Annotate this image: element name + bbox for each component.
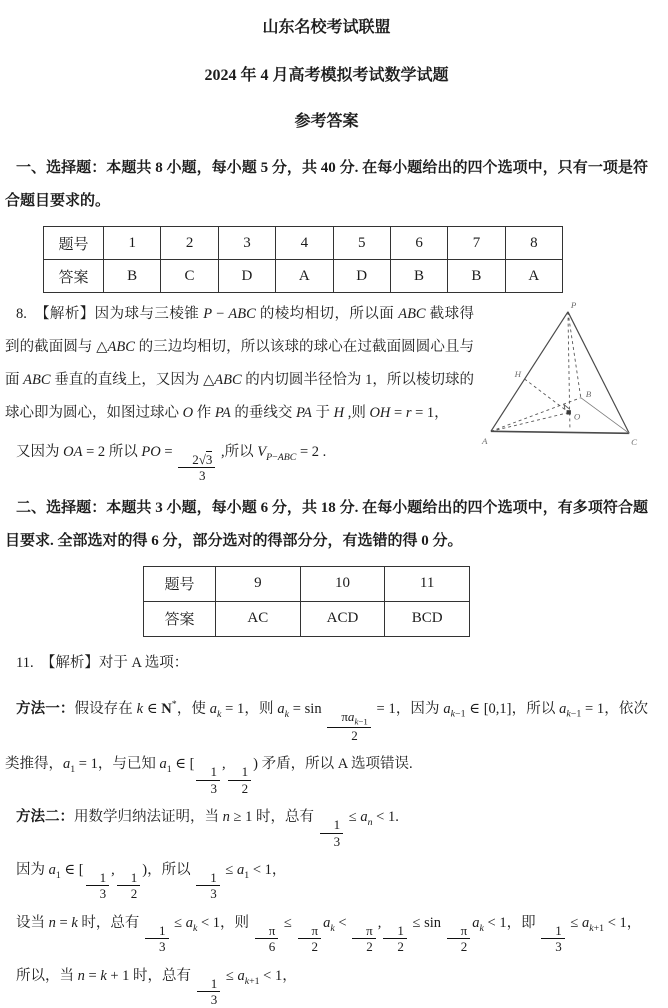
point-label-o: O (573, 411, 581, 422)
q11-method2-line3: 设当 n = k 时，总有 $\frac{1}{3}$ ≤ $a_k < 1$，则 $\frac{\pi}{6}$ ≤ $\frac{\pi}{2}$ $a_k$ < $\frac{\pi}{2}$ , $\frac{1}{2}$ ≤ sin $\frac{\pi}{2}$ $a_k < 1$，即 $\frac{1}{3}$ ≤ $a_{k+1} < 1$， (16, 914, 642, 955)
answer-cell: C (161, 260, 218, 293)
q11-solution (5, 647, 648, 1008)
question-number-cell: 11 (385, 566, 470, 601)
answer-cell: AC (216, 601, 301, 636)
question-number-cell: 8 (505, 227, 562, 260)
question-number-cell: 7 (448, 227, 505, 260)
table-row (44, 260, 563, 293)
answer-cell: B (448, 260, 505, 293)
table-row (44, 227, 563, 260)
answer-cell: BCD (385, 601, 470, 636)
answer-cell: B (104, 260, 161, 293)
number-label-cell: 题号 (44, 227, 104, 260)
q11-intro: 11. 【解析】对于 A 选项： (16, 654, 189, 671)
answer-cell: A (505, 260, 562, 293)
point-label-h: H (514, 369, 522, 379)
tetrahedron-figure-icon (480, 298, 648, 456)
question-number-cell: 9 (216, 566, 301, 601)
page-subtitle: 2024 年 4 月高考模拟考试数学试题 (204, 67, 449, 84)
q8-formula-line: 又因为 OA = 2 所以 PO = $\frac{2√3}{3}$ ,所以 $V_{P-ABC} = 2$ . (16, 444, 327, 484)
answer-label-cell: 答案 (144, 601, 216, 636)
vertex-label-c: C (631, 437, 638, 448)
vertex-label-b: B (585, 388, 592, 399)
answer-cell: B (390, 260, 447, 293)
q8-solution-text: 8. 【解析】因为球与三棱锥 P − ABC 的棱均相切，所以面 ABC 截球得到的截面圆与 △ABC 的三边均相切，所以该球的球心在过截面圆圆心且与面 ABC 垂直的直线上，又因为 △ABC 的内切圆半径恰为 1，所以棱切球的球心即为圆心，如图过球心 O 作 PA 的垂线交 PA 于 H ,则 OH = r = 1， (5, 306, 475, 421)
answer-cell: D (333, 260, 390, 293)
table-row (144, 566, 470, 601)
answer-label-cell: 答案 (44, 260, 104, 293)
q11-method2-line1: 方法二：用数学归纳法证明，当 n ≥ 1 时，总有 $\frac{1}{3}$ ≤ $a_n < 1$. (16, 809, 399, 849)
reference-answers-label: 参考答案 (294, 113, 359, 130)
section2-heading: 二、选择题：本题共 3 小题，每小题 6 分，共 18 分. 在每小题给出的四个选项中，有多项符合题目要求. 全部选对的得 6 分，部分选对的得部分分，有选错的得 0 分。 (5, 499, 648, 549)
q11-method2-line2: 因为 $a_1$ ∈ [ $\frac{1}{3}$ , $\frac{1}{2}$ )，所以 $\frac{1}{3}$ ≤ $a_1 < 1$， (16, 861, 287, 902)
question-number-cell: 4 (276, 227, 333, 260)
question-number-cell: 10 (300, 566, 385, 601)
answer-cell: A (276, 260, 333, 293)
page-title: 山东名校考试联盟 (262, 19, 391, 36)
number-label-cell: 题号 (144, 566, 216, 601)
answers-table-2 (143, 566, 470, 637)
q8-solution (5, 298, 648, 484)
answer-cell: ACD (300, 601, 385, 636)
question-number-cell: 3 (218, 227, 275, 260)
answer-cell: D (218, 260, 275, 293)
question-number-cell: 6 (390, 227, 447, 260)
section1-heading: 一、选择题：本题共 8 小题，每小题 5 分，共 40 分. 在每小题给出的四个选项中，只有一项是符合题目要求的。 (5, 160, 648, 209)
question-number-cell: 5 (333, 227, 390, 260)
table-row (144, 601, 470, 636)
answers-table-1 (43, 226, 563, 293)
vertex-label-a: A (482, 436, 488, 447)
vertex-label-p: P (570, 299, 577, 310)
question-number-cell: 2 (161, 227, 218, 260)
q11-method1: 方法一：假设存在 k ∈ N*，使 $a_k = 1$，则 $a_k = \sin$ $\pi a_{k-1}$ 2 = 1，因为 $a_{k-1}$ ∈ [0,1]，所以 $a_{k-1} = 1$，依次类推得，$a_1 = 1$，与已知 $a_1$ ∈ [ $\frac{1}{3}$ , $\frac{1}{2}$ ) 矛盾，所以 A 选项错误. (5, 698, 649, 796)
question-number-cell: 1 (104, 227, 161, 260)
q11-method2-line4: 所以，当 n = k + 1 时，总有 $\frac{1}{3}$ ≤ $a_{k+1} < 1$， (16, 967, 297, 1008)
